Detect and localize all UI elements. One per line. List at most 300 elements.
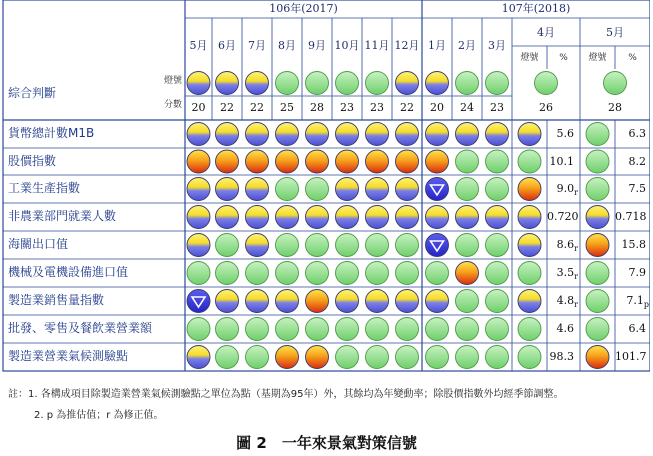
- april-value: $9.0_r$: [556, 182, 578, 198]
- indicator-light: [456, 234, 479, 257]
- indicator-light: [276, 206, 299, 229]
- indicator-light: [366, 318, 389, 341]
- indicator-light: [396, 123, 419, 146]
- signal-light: [366, 123, 389, 146]
- signal-light: [306, 318, 329, 341]
- estimate-mark: p: [643, 300, 649, 310]
- indicator-light: [586, 150, 609, 173]
- composite-score: 22: [220, 101, 234, 114]
- indicator-light: [276, 290, 299, 313]
- month-label: 12月: [394, 39, 420, 52]
- composite-score-label: 分數: [163, 100, 182, 110]
- indicator-light: [216, 262, 239, 285]
- indicator-label: 非農業部門就業人數: [8, 209, 117, 223]
- indicator-light: [486, 123, 509, 146]
- indicator-light: [426, 262, 449, 285]
- signal-light: [586, 262, 609, 285]
- indicator-light: [276, 318, 299, 341]
- indicator-label: 製造業銷售量指數: [8, 293, 105, 307]
- signal-light: [586, 346, 609, 369]
- indicator-light: [187, 123, 210, 146]
- indicator-light: [336, 234, 359, 257]
- signal-light: [396, 290, 419, 313]
- composite-score: 20: [430, 101, 444, 114]
- april-value: 10.1: [549, 154, 574, 168]
- indicator-light: [486, 318, 509, 341]
- signal-light: [306, 150, 329, 173]
- signal-light: [276, 234, 299, 257]
- indicator-light: [276, 234, 299, 257]
- signal-light: [426, 234, 449, 257]
- signal-light: [426, 290, 449, 313]
- signal-light: [426, 150, 449, 173]
- signal-light: [336, 346, 359, 369]
- indicator-light: [426, 150, 449, 173]
- composite-label: 綜合判斷: [8, 86, 57, 100]
- indicator-light: [456, 206, 479, 229]
- signal-light: [456, 290, 479, 313]
- indicator-light: [426, 123, 449, 146]
- signal-light: [187, 262, 210, 285]
- signal-light: [216, 290, 239, 313]
- composite-score: 28: [608, 101, 622, 114]
- indicator-light: [306, 290, 329, 313]
- month-label: 3月: [488, 39, 506, 52]
- signal-light: [336, 178, 359, 201]
- indicator-light: [456, 150, 479, 173]
- indicator-light: [187, 206, 210, 229]
- indicator-light: [336, 262, 359, 285]
- may-value: 7.9: [628, 266, 646, 279]
- indicator-light: [396, 318, 419, 341]
- signal-light: [426, 206, 449, 229]
- indicator-light: [518, 178, 541, 201]
- indicator-light: [426, 234, 449, 257]
- indicator-light: [518, 290, 541, 313]
- may-value: $7.1_p$: [626, 294, 649, 310]
- composite-score: 24: [460, 101, 474, 114]
- indicator-label: 機械及電機設備進口值: [8, 265, 129, 279]
- april-value: $3.5_r$: [556, 266, 578, 282]
- signal-light: [486, 318, 509, 341]
- indicator-light: [518, 234, 541, 257]
- signal-subheader: 燈號: [520, 53, 539, 63]
- signal-light: [246, 346, 269, 369]
- indicator-light: [396, 262, 419, 285]
- revision-mark: r: [574, 244, 578, 254]
- indicator-light: [216, 123, 239, 146]
- signal-light: [426, 318, 449, 341]
- indicator-light: [396, 178, 419, 201]
- signal-light: [246, 72, 269, 95]
- indicator-light: [187, 262, 210, 285]
- signal-light: [246, 262, 269, 285]
- indicator-light: [518, 150, 541, 173]
- signal-light: [246, 290, 269, 313]
- april-value: $4.8_r$: [556, 294, 578, 310]
- signal-light: [276, 206, 299, 229]
- signal-light: [366, 318, 389, 341]
- signal-light: [306, 72, 329, 95]
- signal-light: [336, 150, 359, 173]
- indicator-light: [518, 346, 541, 369]
- may-value: 101.7: [615, 350, 647, 363]
- signal-light: [518, 206, 541, 229]
- signal-light: [396, 123, 419, 146]
- signal-light: [456, 318, 479, 341]
- signal-light: [456, 72, 479, 95]
- indicator-light: [187, 234, 210, 257]
- april-value: 0.720: [547, 210, 579, 223]
- signal-light: [518, 123, 541, 146]
- indicator-light: [216, 234, 239, 257]
- indicator-light: [276, 262, 299, 285]
- indicator-light: [486, 206, 509, 229]
- composite-light: [306, 72, 329, 95]
- indicator-light: [336, 346, 359, 369]
- month-label: 5月: [606, 26, 624, 39]
- composite-score: 20: [191, 101, 206, 114]
- indicator-light: [246, 150, 269, 173]
- indicator-light: [486, 234, 509, 257]
- indicator-light: [187, 346, 210, 369]
- composite-light: [426, 72, 449, 95]
- indicator-label: 海關出口值: [8, 237, 69, 251]
- signal-light: [456, 150, 479, 173]
- signal-light: [396, 346, 419, 369]
- signal-light: [396, 234, 419, 257]
- indicator-light: [246, 318, 269, 341]
- composite-light: [456, 72, 479, 95]
- indicator-label: 批發、零售及餐飲業營業額: [8, 321, 153, 335]
- indicator-light: [306, 318, 329, 341]
- signal-light: [276, 150, 299, 173]
- composite-light: [187, 72, 210, 95]
- indicator-light: [246, 346, 269, 369]
- signal-light: [187, 290, 210, 313]
- signal-light: [336, 234, 359, 257]
- signal-light: [366, 72, 389, 95]
- indicator-light: [216, 206, 239, 229]
- composite-score: 23: [490, 101, 504, 114]
- indicator-label: 工業生產指數: [8, 181, 81, 195]
- signal-light: [216, 206, 239, 229]
- signal-light: [216, 318, 239, 341]
- signal-light: [486, 178, 509, 201]
- indicator-light: [336, 290, 359, 313]
- revision-mark: r: [574, 272, 578, 282]
- signal-light: [456, 234, 479, 257]
- signal-light: [187, 72, 210, 95]
- month-label: 8月: [278, 39, 296, 52]
- signal-light: [586, 318, 609, 341]
- signal-light: [366, 290, 389, 313]
- signal-light: [586, 150, 609, 173]
- indicator-light: [426, 318, 449, 341]
- april-value: 4.6: [556, 322, 574, 335]
- composite-score: 26: [539, 101, 553, 114]
- indicator-light: [306, 178, 329, 201]
- signal-light: [426, 72, 449, 95]
- month-label: 1月: [428, 39, 446, 52]
- signal-light: [486, 72, 509, 95]
- signal-light: [187, 150, 210, 173]
- signal-light: [518, 234, 541, 257]
- signal-light: [187, 346, 210, 369]
- indicator-label: 貨幣總計數M1B: [8, 126, 95, 140]
- signal-light: [306, 290, 329, 313]
- indicator-light: [586, 262, 609, 285]
- signal-light: [366, 262, 389, 285]
- indicator-light: [366, 290, 389, 313]
- indicator-light: [518, 123, 541, 146]
- percent-subheader: %: [559, 53, 568, 63]
- indicator-light: [396, 234, 419, 257]
- signal-light: [456, 123, 479, 146]
- may-value: 6.4: [628, 322, 646, 335]
- indicator-light: [306, 150, 329, 173]
- indicator-light: [336, 178, 359, 201]
- indicator-light: [366, 123, 389, 146]
- signal-light: [187, 178, 210, 201]
- indicator-light: [246, 178, 269, 201]
- signal-light: [366, 150, 389, 173]
- may-value: 7.5: [628, 182, 646, 195]
- indicator-light: [306, 346, 329, 369]
- month-label: 10月: [334, 39, 360, 52]
- signal-light: [486, 290, 509, 313]
- indicator-light: [586, 123, 609, 146]
- indicator-light: [586, 346, 609, 369]
- indicator-light: [396, 150, 419, 173]
- signal-light: [535, 72, 558, 95]
- indicator-light: [216, 178, 239, 201]
- signal-light: [426, 346, 449, 369]
- composite-score: 23: [340, 101, 354, 114]
- indicator-light: [456, 346, 479, 369]
- may-value: 0.718: [615, 210, 647, 223]
- indicator-light: [246, 123, 269, 146]
- indicator-light: [486, 262, 509, 285]
- indicator-light: [306, 123, 329, 146]
- indicator-light: [486, 346, 509, 369]
- indicator-light: [246, 234, 269, 257]
- may-value: 6.3: [628, 127, 646, 140]
- signal-light: [396, 178, 419, 201]
- signal-light: [306, 178, 329, 201]
- year-2018-label: 107年(2018): [501, 2, 571, 15]
- indicator-light: [216, 150, 239, 173]
- indicator-light: [426, 346, 449, 369]
- indicator-light: [586, 206, 609, 229]
- signal-light: [216, 234, 239, 257]
- indicator-light: [486, 150, 509, 173]
- signal-light: [336, 123, 359, 146]
- signal-light: [276, 346, 299, 369]
- signal-light: [396, 206, 419, 229]
- composite-light: [366, 72, 389, 95]
- signal-light: [396, 318, 419, 341]
- signal-light: [366, 234, 389, 257]
- indicator-light: [366, 206, 389, 229]
- month-label: 9月: [308, 39, 326, 52]
- signal-light: [366, 346, 389, 369]
- indicator-light: [396, 206, 419, 229]
- year-2017-label: 106年(2017): [269, 2, 338, 15]
- indicator-light: [586, 290, 609, 313]
- signal-light: [306, 234, 329, 257]
- indicator-light: [336, 318, 359, 341]
- percent-subheader: %: [628, 53, 637, 63]
- indicator-light: [336, 150, 359, 173]
- signal-light: [586, 123, 609, 146]
- revision-mark: r: [574, 188, 578, 198]
- indicator-light: [366, 178, 389, 201]
- signal-light: [246, 318, 269, 341]
- indicator-light: [216, 346, 239, 369]
- signal-light: [486, 123, 509, 146]
- signal-light: [216, 123, 239, 146]
- signal-light: [216, 150, 239, 173]
- signal-light: [246, 178, 269, 201]
- signal-light: [518, 346, 541, 369]
- signal-light: [276, 318, 299, 341]
- signal-light: [486, 262, 509, 285]
- signal-light: [306, 206, 329, 229]
- composite-light: [246, 72, 269, 95]
- indicator-light: [187, 178, 210, 201]
- month-label: 11月: [364, 39, 390, 52]
- signal-light: [456, 346, 479, 369]
- signal-light: [276, 178, 299, 201]
- indicator-light: [396, 290, 419, 313]
- signal-light: [336, 72, 359, 95]
- indicator-light: [586, 234, 609, 257]
- april-value: $8.6_r$: [556, 238, 578, 254]
- signal-light: [586, 206, 609, 229]
- signal-light: [246, 206, 269, 229]
- signal-light: [216, 346, 239, 369]
- indicator-light: [456, 262, 479, 285]
- composite-score: 25: [280, 101, 294, 114]
- indicator-light: [246, 262, 269, 285]
- month-label: 5月: [189, 39, 208, 52]
- signal-light: [246, 150, 269, 173]
- indicator-light: [426, 290, 449, 313]
- footnote-2: 2. p 為推估值；r 為修正值。: [34, 410, 164, 421]
- composite-light: [486, 72, 509, 95]
- april-value: 5.6: [556, 127, 574, 140]
- signal-light: [246, 123, 269, 146]
- signal-light: [306, 346, 329, 369]
- indicator-light: [456, 290, 479, 313]
- composite-light: [336, 72, 359, 95]
- signal-light: [586, 178, 609, 201]
- month-label: 7月: [248, 39, 266, 52]
- month-label: 4月: [537, 26, 555, 39]
- signal-light: [604, 72, 627, 95]
- composite-light: [604, 72, 627, 95]
- signal-light: [366, 178, 389, 201]
- footnote-1: 註：1. 各構成項目除製造業營業氣候測驗點之單位為點（基期為95年）外，其餘均為年變動率；除股價指數外均經季節調整。: [8, 389, 564, 400]
- composite-signal-label: 燈號: [163, 76, 182, 86]
- indicator-light: [586, 318, 609, 341]
- signal-light: [276, 123, 299, 146]
- indicator-light: [246, 290, 269, 313]
- indicator-light: [336, 123, 359, 146]
- signal-light: [426, 262, 449, 285]
- signal-light: [216, 72, 239, 95]
- signal-light: [518, 178, 541, 201]
- revision-mark: r: [574, 300, 578, 310]
- signal-light: [336, 262, 359, 285]
- indicator-light: [276, 178, 299, 201]
- signal-subheader: 燈號: [588, 53, 607, 63]
- month-label: 2月: [458, 39, 476, 52]
- signal-light: [456, 206, 479, 229]
- signal-light: [276, 72, 299, 95]
- composite-score: 28: [310, 101, 324, 114]
- indicator-light: [306, 262, 329, 285]
- signal-light: [336, 290, 359, 313]
- signal-light: [486, 150, 509, 173]
- composite-score: 23: [370, 101, 384, 114]
- signal-light: [187, 123, 210, 146]
- indicator-light: [426, 178, 449, 201]
- composite-score: 22: [400, 101, 414, 114]
- signal-light: [216, 262, 239, 285]
- indicator-light: [396, 346, 419, 369]
- signal-light: [396, 72, 419, 95]
- composite-light: [276, 72, 299, 95]
- indicator-label: 股價指數: [8, 153, 57, 168]
- indicator-light: [426, 206, 449, 229]
- month-label: 6月: [218, 39, 236, 52]
- indicator-light: [366, 150, 389, 173]
- indicator-label: 製造業營業氣候測驗點: [8, 349, 129, 363]
- signal-light: [396, 150, 419, 173]
- indicator-light: [276, 346, 299, 369]
- signal-light: [486, 234, 509, 257]
- signal-light: [456, 178, 479, 201]
- indicator-light: [246, 206, 269, 229]
- signal-light: [246, 234, 269, 257]
- indicator-light: [486, 178, 509, 201]
- signal-light: [187, 318, 210, 341]
- april-value: 98.3: [549, 350, 574, 363]
- indicator-light: [518, 206, 541, 229]
- composite-light: [535, 72, 558, 95]
- signal-light: [426, 123, 449, 146]
- figure-caption: 圖 2 一年來景氣對策信號: [236, 434, 417, 452]
- signal-light: [586, 234, 609, 257]
- composite-light: [216, 72, 239, 95]
- signal-light: [336, 318, 359, 341]
- may-value: 15.8: [621, 238, 646, 251]
- signal-light: [187, 206, 210, 229]
- indicator-light: [216, 318, 239, 341]
- indicator-light: [586, 178, 609, 201]
- signal-light: [456, 262, 479, 285]
- signal-light: [216, 178, 239, 201]
- indicator-light: [306, 206, 329, 229]
- signal-light: [486, 346, 509, 369]
- indicator-light: [366, 234, 389, 257]
- signal-light: [336, 206, 359, 229]
- composite-score: 22: [250, 101, 264, 114]
- indicator-light: [456, 318, 479, 341]
- indicator-light: [366, 262, 389, 285]
